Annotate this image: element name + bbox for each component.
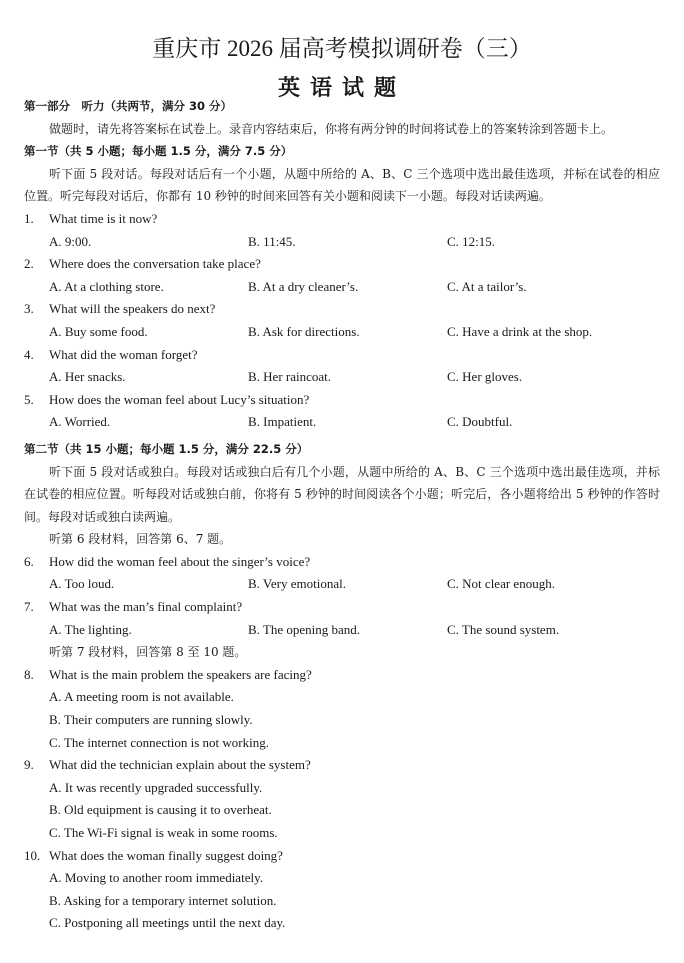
question-options [24, 321, 660, 344]
question-options [24, 411, 660, 434]
question-number: 5. [24, 391, 34, 407]
question-stem [24, 754, 660, 777]
option: B. At a dry cleaner’s. [248, 278, 359, 294]
question-stem [24, 253, 660, 276]
option: A. A meeting room is not available. [49, 689, 234, 705]
question-text: What was the man’s final complaint? [49, 599, 243, 615]
option: C. Not clear enough. [447, 576, 555, 592]
question-number: 4. [24, 346, 34, 362]
option: B. Ask for directions. [248, 323, 360, 339]
option: B. The opening band. [248, 621, 361, 637]
option: C. Postponing all meetings until the next day. [49, 915, 286, 931]
question-number: 8. [24, 666, 34, 682]
question-stem [24, 664, 660, 687]
option: B. Very emotional. [248, 576, 346, 592]
question-text: Where does the conversation take place? [49, 256, 261, 272]
question-stem [24, 298, 660, 321]
option: A. Worried. [49, 414, 111, 430]
option: A. It was recently upgraded successfully. [49, 779, 263, 795]
option: A. 9:00. [49, 233, 92, 249]
option: C. Doubtful. [447, 414, 513, 430]
question-number: 1. [24, 210, 34, 226]
option: B. Their computers are running slowly. [49, 712, 253, 728]
question-options [24, 366, 660, 389]
section1-heading: 第一节（共 5 小题；每小题 1.5 分，满分 7.5 分） [24, 144, 293, 159]
option: A. Too loud. [49, 576, 115, 592]
question-stem [24, 845, 660, 868]
question-text: How did the woman feel about the singer’s voice? [49, 553, 311, 569]
question-number: 7. [24, 599, 34, 615]
option: B. 11:45. [248, 233, 296, 249]
section1-instruction: 听下面 5 段对话。每段对话后有一个小题，从题中所给的 A、B、C 三个选项中选出最佳选项，并标在试卷的相应位置。听完每段对话后，你都有 10 秒钟的时间来回答有关小题和阅读下一小题。每段对话读两遍。 [24, 166, 660, 204]
question-stem [24, 208, 660, 231]
option: C. At a tailor’s. [447, 278, 527, 294]
question-text: What time is it now? [49, 210, 158, 226]
option: C. The Wi-Fi signal is weak in some rooms. [49, 825, 278, 840]
part1-heading: 第一部分 听力（共两节，满分 30 分） [24, 99, 233, 113]
exam-content [24, 95, 660, 935]
question-number: 3. [24, 301, 34, 317]
option: C. 12:15. [447, 233, 496, 249]
option: A. The lighting. [49, 621, 132, 637]
question-options [24, 276, 660, 299]
option: C. The internet connection is not working. [49, 734, 269, 750]
material7-note: 听第 7 段材料，回答第 8 至 10 题。 [49, 645, 247, 660]
question-text: What does the woman finally suggest doing? [49, 847, 283, 863]
exam-subtitle: 英语试题 [277, 75, 406, 101]
question-number: 10. [24, 847, 41, 863]
option: A. Buy some food. [49, 323, 148, 339]
question-number: 6. [24, 553, 34, 569]
question-text: What did the woman forget? [49, 346, 198, 362]
section2-questions-b [24, 664, 660, 935]
question-stem [24, 389, 660, 412]
option: B. Old equipment is causing it to overheat. [49, 802, 272, 818]
part1-instruction: 做题时，请先将答案标在试卷上。录音内容结束后，你将有两分钟的时间将试卷上的答案转涂到答题卡上。 [49, 121, 614, 136]
material6-note: 听第 6 段材料，回答第 6、7 题。 [49, 532, 232, 547]
section2-questions-a [24, 551, 660, 641]
option: B. Asking for a temporary internet solution. [49, 892, 277, 908]
option: C. The sound system. [447, 621, 560, 637]
section2-instruction: 听下面 5 段对话或独白。每段对话或独白后有几个小题，从题中所给的 A、B、C 三个选项中选出最佳选项，并标在试卷的相应位置。听每段对话或独白前，你将有 5 秒钟的时间阅读各个小题；听完后，各小题将给出 5 秒钟的作答时间。每段对话或独白读两遍。 [24, 464, 660, 524]
option: A. Her snacks. [49, 369, 126, 385]
option: C. Have a drink at the shop. [447, 323, 593, 339]
question-options [24, 231, 660, 254]
section2-heading: 第二节（共 15 小题；每小题 1.5 分，满分 22.5 分） [24, 441, 309, 456]
question-number: 2. [24, 256, 34, 272]
option: A. At a clothing store. [49, 278, 164, 294]
exam-title: 重庆市 2026 届高考模拟调研卷（三） [152, 36, 532, 61]
option: B. Her raincoat. [248, 369, 332, 385]
option: C. Her gloves. [447, 369, 523, 385]
question-number: 9. [24, 757, 34, 773]
section1-questions [24, 208, 660, 434]
question-options [24, 573, 660, 596]
question-text: What is the main problem the speakers are facing? [49, 666, 312, 682]
question-text: What did the technician explain about the system? [49, 757, 311, 773]
question-options [24, 619, 660, 642]
question-stem [24, 596, 660, 619]
question-text: What will the speakers do next? [49, 301, 216, 317]
question-stem [24, 551, 660, 574]
question-stem [24, 344, 660, 367]
option: B. Impatient. [248, 414, 317, 430]
option: A. Moving to another room immediately. [49, 870, 263, 886]
question-text: How does the woman feel about Lucy’s situation? [49, 391, 310, 407]
